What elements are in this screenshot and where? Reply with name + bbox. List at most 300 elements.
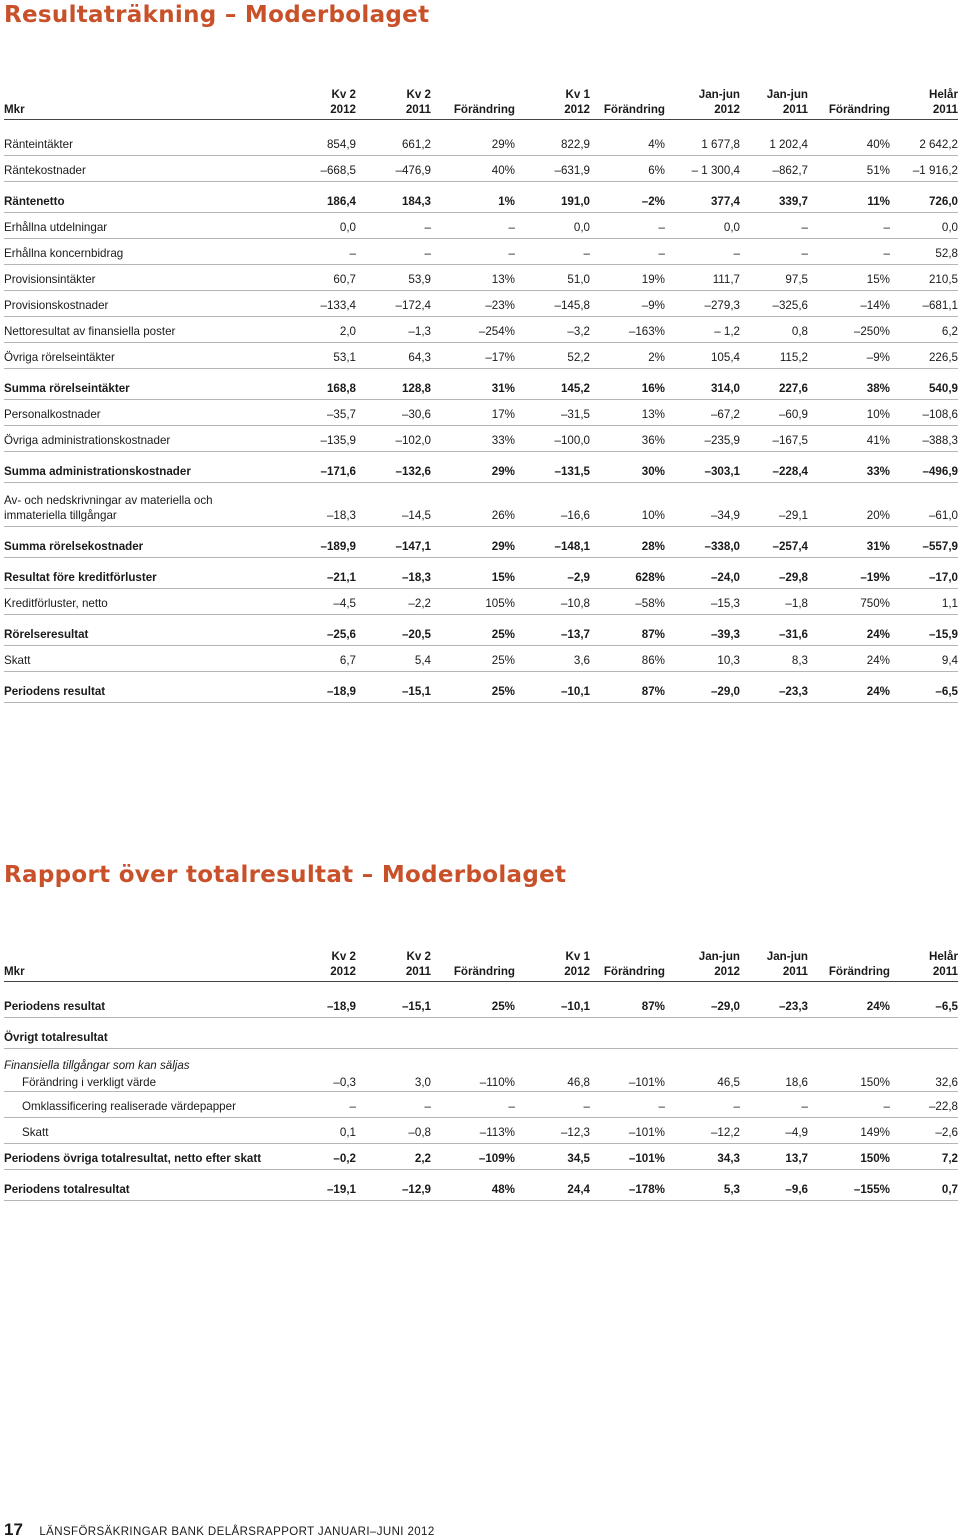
empty-cell — [740, 1049, 808, 1075]
row-value: 24% — [866, 628, 890, 641]
row-label: Periodens resultat — [4, 1000, 106, 1013]
row-value: –189,9 — [320, 540, 356, 553]
row-value: 19% — [641, 273, 665, 286]
row-value: –6,5 — [935, 685, 958, 698]
row-value: –22,8 — [928, 1100, 958, 1113]
row-value: 540,9 — [928, 382, 958, 395]
row-value: –18,3 — [326, 509, 356, 522]
row-value: 7,2 — [941, 1152, 958, 1165]
row-value: 24,4 — [567, 1183, 590, 1196]
row-value: –35,7 — [326, 408, 356, 421]
row-label: Övriga administrationskostnader — [4, 434, 171, 447]
column-header-line1: Kv 2 — [406, 88, 431, 101]
table-row — [4, 1118, 958, 1144]
row-value: – — [424, 1100, 431, 1113]
row-value: 0,0 — [723, 221, 740, 234]
row-value: 52,8 — [935, 247, 958, 260]
row-value: 10% — [641, 509, 665, 522]
empty-cell — [890, 1049, 958, 1075]
row-value: 13,7 — [785, 1152, 808, 1165]
column-header-line2: 2012 — [330, 103, 356, 116]
subsection-label: Finansiella tillgångar som kan säljas — [4, 1059, 190, 1072]
row-value: 149% — [860, 1126, 890, 1139]
row-value: –155% — [853, 1183, 890, 1196]
row-value: – 1 300,4 — [691, 164, 740, 177]
row-value: –9% — [866, 351, 890, 364]
row-value: 750% — [860, 597, 890, 610]
column-header-line2: Förändring — [453, 103, 515, 116]
row-value: – — [801, 1100, 808, 1113]
column-header-line1: Kv 2 — [331, 88, 356, 101]
table-header-row — [4, 84, 958, 120]
row-value: –10,8 — [560, 597, 590, 610]
column-header-line2: 2012 — [564, 965, 590, 978]
income-statement-table — [4, 84, 958, 703]
column-header-line1: Kv 2 — [406, 950, 431, 963]
row-value: –681,1 — [922, 299, 958, 312]
row-value: 33% — [866, 465, 890, 478]
empty-cell — [808, 1049, 890, 1075]
row-value: –18,9 — [326, 685, 356, 698]
empty-cell — [665, 1049, 740, 1075]
row-value: 87% — [641, 1000, 665, 1013]
row-value: 314,0 — [710, 382, 740, 395]
row-value: 1,1 — [941, 597, 958, 610]
column-header — [515, 84, 590, 120]
row-value: 25% — [491, 654, 515, 667]
empty-cell — [266, 1049, 356, 1075]
row-value: –67,2 — [710, 408, 740, 421]
row-value: 97,5 — [785, 273, 808, 286]
row-value: 0,1 — [339, 1126, 356, 1139]
column-header — [890, 84, 958, 120]
row-value: –14% — [860, 299, 890, 312]
row-value: –1,3 — [408, 325, 431, 338]
table-row — [4, 1092, 958, 1118]
row-value: –2,2 — [408, 597, 431, 610]
row-value: 115,2 — [779, 351, 808, 364]
row-value: –113% — [479, 1126, 515, 1139]
column-header — [590, 84, 665, 120]
row-label: Omklassificering realiserade värdepapper — [22, 1100, 236, 1113]
table-row — [4, 156, 958, 182]
row-value: 53,1 — [333, 351, 356, 364]
row-value: – — [733, 1100, 740, 1113]
row-value: 29% — [491, 540, 515, 553]
row-value: –4,9 — [785, 1126, 808, 1139]
row-value: 15% — [491, 571, 515, 584]
table-row — [4, 239, 958, 265]
row-value: –23,3 — [778, 685, 808, 698]
row-value: 34,5 — [567, 1152, 590, 1165]
row-value: –23% — [485, 299, 515, 312]
row-value: 628% — [635, 571, 665, 584]
row-value: 150% — [860, 1152, 890, 1165]
row-value: –338,0 — [704, 540, 740, 553]
column-header-line2: Förändring — [828, 965, 890, 978]
row-value: 46,8 — [567, 1076, 590, 1089]
row-value: 145,2 — [560, 382, 590, 395]
row-value: – — [733, 247, 740, 260]
row-value: –10,1 — [560, 1000, 590, 1013]
row-value: –235,9 — [704, 434, 740, 447]
row-value: – — [508, 221, 515, 234]
row-value: 41% — [866, 434, 890, 447]
column-header-line2: 2011 — [932, 965, 958, 978]
table-row — [4, 1170, 958, 1201]
row-value: –9% — [641, 299, 665, 312]
row-value: –171,6 — [320, 465, 356, 478]
row-value: 28% — [641, 540, 665, 553]
row-value: 87% — [641, 685, 665, 698]
table-row — [4, 369, 958, 400]
column-header — [808, 84, 890, 120]
column-header-line2: Förändring — [603, 103, 665, 116]
row-value: –2% — [641, 195, 665, 208]
row-value: 51% — [866, 164, 890, 177]
row-value: 60,7 — [333, 273, 356, 286]
row-value: –12,9 — [401, 1183, 431, 1196]
row-value: –557,9 — [922, 540, 958, 553]
row-value: 5,3 — [723, 1183, 740, 1196]
column-header-line2: 2012 — [714, 965, 740, 978]
row-value: –250% — [853, 325, 890, 338]
row-value: –178% — [628, 1183, 665, 1196]
column-header — [431, 946, 515, 982]
row-value: –14,5 — [401, 509, 431, 522]
row-value: –19% — [860, 571, 890, 584]
row-label: Periodens totalresultat — [4, 1183, 130, 1196]
row-value: –13,7 — [560, 628, 590, 641]
row-value: –257,4 — [772, 540, 808, 553]
column-header-line1: Kv 1 — [565, 950, 590, 963]
table-row — [4, 120, 958, 156]
row-value: –1 916,2 — [912, 164, 958, 177]
row-value: –4,5 — [333, 597, 356, 610]
row-value: –133,4 — [320, 299, 356, 312]
column-header-line1: Jan-jun — [766, 88, 808, 101]
row-value: 3,6 — [573, 654, 590, 667]
row-value: 38% — [866, 382, 890, 395]
row-value: 34,3 — [717, 1152, 740, 1165]
row-value: –18,9 — [326, 1000, 356, 1013]
row-value: –131,5 — [554, 465, 590, 478]
row-value: 32,6 — [935, 1076, 958, 1089]
column-header-line2: 2012 — [330, 965, 356, 978]
column-header-line1: Jan-jun — [698, 88, 740, 101]
column-header-line2: Förändring — [453, 965, 515, 978]
row-value: 2,0 — [339, 325, 356, 338]
row-value: 20% — [866, 509, 890, 522]
row-value: 3,0 — [414, 1076, 431, 1089]
section-row — [4, 1018, 958, 1049]
row-value: 0,0 — [339, 221, 356, 234]
column-header-line2: 2011 — [405, 965, 431, 978]
row-value: 339,7 — [778, 195, 808, 208]
row-value: 1% — [498, 195, 515, 208]
table-row — [4, 343, 958, 369]
column-header-line1: Kv 2 — [331, 950, 356, 963]
table-row — [4, 982, 958, 1018]
row-value: 86% — [641, 654, 665, 667]
row-value: 0,0 — [573, 221, 590, 234]
page-footer — [4, 1520, 435, 1540]
column-header — [808, 946, 890, 982]
row-value: 150% — [860, 1076, 890, 1089]
row-value: 9,4 — [941, 654, 958, 667]
row-value: – — [883, 247, 890, 260]
row-value: –29,0 — [710, 1000, 740, 1013]
row-value: 17% — [491, 408, 515, 421]
row-value: –147,1 — [395, 540, 431, 553]
empty-cell — [266, 1018, 356, 1049]
row-value: –30,6 — [401, 408, 431, 421]
row-value: –24,0 — [710, 571, 740, 584]
row-value: –0,3 — [333, 1076, 356, 1089]
row-value: –34,9 — [710, 509, 740, 522]
row-value: 24% — [866, 1000, 890, 1013]
income-statement-title: Resultaträkning – Moderbolaget — [4, 2, 430, 28]
row-value: – — [583, 247, 590, 260]
empty-cell — [808, 1018, 890, 1049]
header-label: Mkr — [4, 103, 25, 116]
row-value: – — [424, 221, 431, 234]
row-value: 29% — [491, 465, 515, 478]
row-value: –31,5 — [560, 408, 590, 421]
row-value: – — [801, 247, 808, 260]
row-value: 25% — [491, 1000, 515, 1013]
row-value: –58% — [635, 597, 665, 610]
row-value: 6,2 — [941, 325, 958, 338]
row-value: –108,6 — [922, 408, 958, 421]
row-value: 186,4 — [326, 195, 356, 208]
row-value: 29% — [491, 138, 515, 151]
empty-cell — [515, 1049, 590, 1075]
column-header-line1: Helår — [928, 88, 958, 101]
row-value: – — [658, 247, 665, 260]
row-label: Personalkostnader — [4, 408, 101, 421]
column-header-line2: 2012 — [564, 103, 590, 116]
empty-cell — [590, 1049, 665, 1075]
row-value: 25% — [491, 685, 515, 698]
row-value: –228,4 — [772, 465, 808, 478]
table-row — [4, 426, 958, 452]
row-value: 25% — [491, 628, 515, 641]
row-label: Nettoresultat av finansiella poster — [4, 325, 176, 338]
row-value: –109% — [478, 1152, 515, 1165]
column-header-line2: 2011 — [782, 103, 808, 116]
table-row — [4, 400, 958, 426]
row-label: Erhållna koncernbidrag — [4, 247, 124, 260]
row-value: 30% — [641, 465, 665, 478]
row-value: 31% — [491, 382, 515, 395]
row-value: –668,5 — [320, 164, 356, 177]
row-value: – — [349, 1100, 356, 1113]
row-value: 0,8 — [791, 325, 808, 338]
column-header — [590, 946, 665, 982]
row-value: 227,6 — [778, 382, 808, 395]
row-value: 4% — [648, 138, 665, 151]
table-row — [4, 527, 958, 558]
column-header-line2: 2011 — [405, 103, 431, 116]
row-value: 822,9 — [560, 138, 590, 151]
subsection-row — [4, 1049, 958, 1075]
row-value: 111,7 — [712, 273, 740, 286]
row-value: – — [883, 221, 890, 234]
column-header-line1: Kv 1 — [565, 88, 590, 101]
table-row — [4, 1144, 958, 1170]
row-value: 128,8 — [401, 382, 431, 395]
row-value: 6,7 — [339, 654, 356, 667]
row-value: –20,5 — [401, 628, 431, 641]
row-value: 16% — [641, 382, 665, 395]
row-value: – — [801, 221, 808, 234]
row-value: –15,1 — [401, 1000, 431, 1013]
row-label: Summa rörelsekostnader — [4, 540, 144, 553]
row-value: –31,6 — [778, 628, 808, 641]
table-row — [4, 589, 958, 615]
row-value: 105% — [485, 597, 515, 610]
row-value: –61,0 — [928, 509, 958, 522]
row-value: 184,3 — [401, 195, 431, 208]
header-label: Mkr — [4, 965, 25, 978]
row-value: 191,0 — [560, 195, 590, 208]
row-value: 46,5 — [717, 1076, 740, 1089]
column-header-line1: Jan-jun — [698, 950, 740, 963]
row-value: –102,0 — [395, 434, 431, 447]
column-header-line2: 2012 — [714, 103, 740, 116]
row-value: –15,9 — [928, 628, 958, 641]
row-value: 11% — [867, 195, 890, 208]
row-value: –12,3 — [560, 1126, 590, 1139]
row-label: Ränteintäkter — [4, 138, 73, 151]
row-label: Skatt — [22, 1126, 49, 1139]
column-header-line2: 2011 — [782, 965, 808, 978]
row-value: 36% — [641, 434, 665, 447]
row-value: 210,5 — [928, 273, 958, 286]
row-value: 5,4 — [414, 654, 431, 667]
empty-cell — [431, 1049, 515, 1075]
row-value: –167,5 — [772, 434, 808, 447]
row-value: 377,4 — [710, 195, 740, 208]
row-value: – — [508, 247, 515, 260]
empty-cell — [356, 1018, 431, 1049]
row-value: –325,6 — [772, 299, 808, 312]
row-label: Resultat före kreditförluster — [4, 571, 157, 584]
row-label: Summa rörelseintäkter — [4, 382, 130, 395]
column-header-line2: Förändring — [603, 965, 665, 978]
row-value: –631,9 — [554, 164, 590, 177]
row-value: –132,6 — [395, 465, 431, 478]
row-value: –60,9 — [778, 408, 808, 421]
row-value: 18,6 — [785, 1076, 808, 1089]
row-value: –16,6 — [560, 509, 590, 522]
column-header — [740, 946, 808, 982]
row-value: –39,3 — [710, 628, 740, 641]
row-value: – — [583, 1100, 590, 1113]
row-value: –15,1 — [401, 685, 431, 698]
row-value: 31% — [866, 540, 890, 553]
row-value: 15% — [866, 273, 890, 286]
row-value: 854,9 — [326, 138, 356, 151]
row-label: Kreditförluster, netto — [4, 597, 108, 610]
column-header — [890, 946, 958, 982]
table-row — [4, 615, 958, 646]
column-header — [665, 946, 740, 982]
row-label: Räntenetto — [4, 195, 65, 208]
table-header-row — [4, 946, 958, 982]
row-value: –101% — [628, 1126, 665, 1139]
table-row — [4, 558, 958, 589]
row-value: –12,2 — [710, 1126, 740, 1139]
row-value: –23,3 — [778, 1000, 808, 1013]
row-value: –254% — [478, 325, 515, 338]
row-value: –2,6 — [935, 1126, 958, 1139]
row-value: –101% — [628, 1152, 665, 1165]
empty-cell — [515, 1018, 590, 1049]
row-label: Periodens övriga totalresultat, netto efter skatt — [4, 1152, 262, 1165]
row-value: – — [658, 221, 665, 234]
row-label: Förändring i verkligt värde — [22, 1076, 157, 1089]
empty-cell — [356, 1049, 431, 1075]
row-value: –303,1 — [704, 465, 740, 478]
row-value: 2,2 — [414, 1152, 431, 1165]
row-value: 87% — [641, 628, 665, 641]
empty-cell — [740, 1018, 808, 1049]
row-value: 40% — [866, 138, 890, 151]
row-label: Räntekostnader — [4, 164, 86, 177]
row-value: –163% — [628, 325, 665, 338]
row-value: –476,9 — [395, 164, 431, 177]
row-label: Av- och nedskrivningar av materiella och immateriella tillgångar — [4, 494, 213, 522]
table-row — [4, 1074, 958, 1092]
row-value: 48% — [491, 1183, 515, 1196]
empty-cell — [431, 1018, 515, 1049]
row-value: 10,3 — [717, 654, 740, 667]
column-header-line2: 2011 — [932, 103, 958, 116]
row-label: Provisionskostnader — [4, 299, 109, 312]
row-value: 2% — [648, 351, 665, 364]
table-row — [4, 317, 958, 343]
row-value: –0,2 — [333, 1152, 356, 1165]
row-value: – 1,2 — [714, 325, 740, 338]
row-value: –1,8 — [785, 597, 808, 610]
table-row — [4, 672, 958, 703]
row-value: –100,0 — [554, 434, 590, 447]
section-label: Övrigt totalresultat — [4, 1031, 108, 1044]
row-value: 726,0 — [928, 195, 958, 208]
row-value: –21,1 — [326, 571, 356, 584]
row-value: 13% — [641, 408, 665, 421]
row-value: 13% — [491, 273, 515, 286]
row-value: 10% — [866, 408, 890, 421]
table-row — [4, 182, 958, 213]
row-label: Erhållna utdelningar — [4, 221, 108, 234]
row-value: –29,8 — [778, 571, 808, 584]
table-row — [4, 265, 958, 291]
column-header-line1: Jan-jun — [766, 950, 808, 963]
row-value: – — [883, 1100, 890, 1113]
column-header — [515, 946, 590, 982]
row-value: – — [424, 247, 431, 260]
row-label: Rörelseresultat — [4, 628, 89, 641]
row-value: –19,1 — [326, 1183, 356, 1196]
row-value: –279,3 — [704, 299, 740, 312]
row-value: 33% — [491, 434, 515, 447]
row-value: 52,2 — [567, 351, 590, 364]
row-label: Periodens resultat — [4, 685, 106, 698]
row-value: –496,9 — [922, 465, 958, 478]
